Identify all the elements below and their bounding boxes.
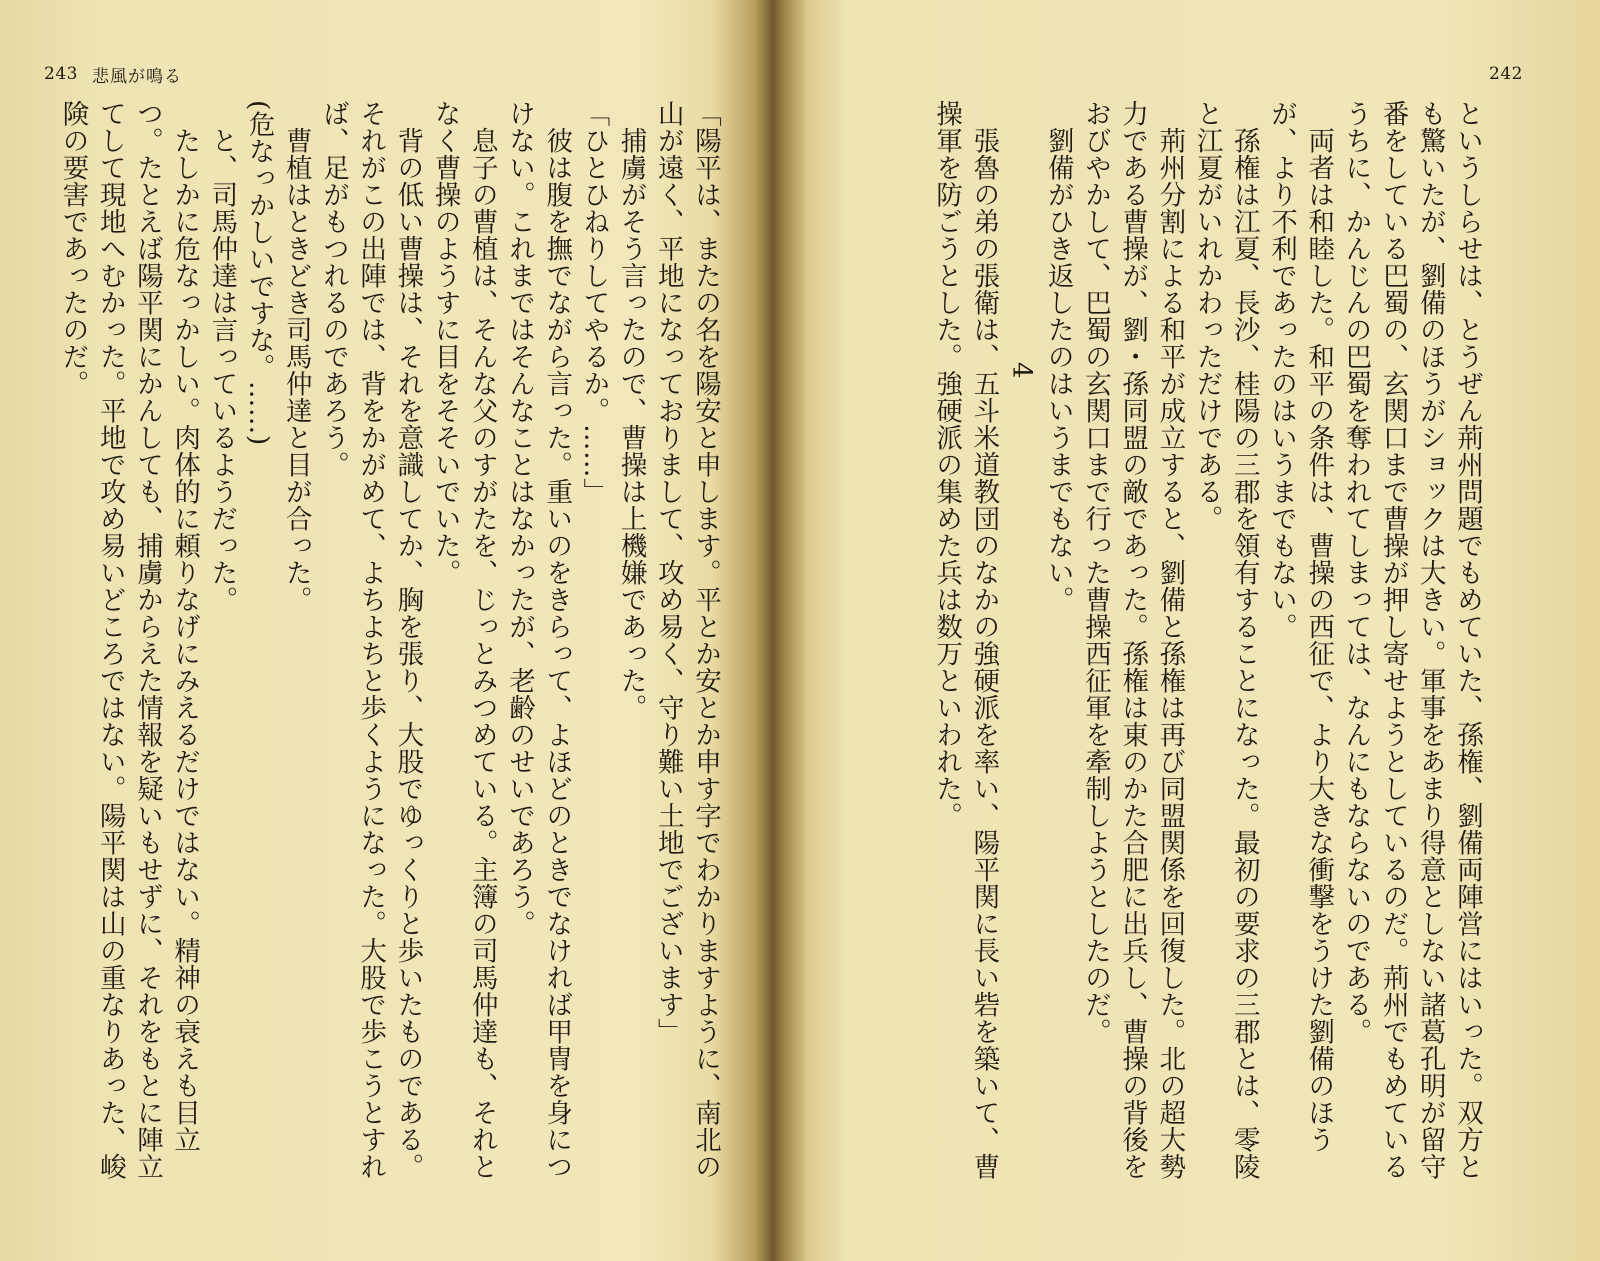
paragraph: 「ひとひねりしてやるか。……」	[578, 100, 610, 505]
right-page	[800, 0, 1600, 1261]
paragraph: 息子の曹植は、そんな父のすがたを、じっとみつめている。主簿の司馬仲達も、それとなく曹操のようすに目をそそいでいた。	[429, 100, 498, 1180]
paragraph: 捕虜がそう言ったので、曹操は上機嫌であった。	[615, 126, 647, 721]
paragraph: というしらせは、とうぜん荊州問題でもめていた、孫権、劉備両陣営にはいった。双方とも驚いたが、劉備のほうがショックは大きい。軍事をあまり得意としない諸葛孔明が留守番をしている巴蜀の、玄関口まで曹操が押し寄せようとしているのだ。荊州でもめているうちに、かんじんの巴蜀を奪われてしまっては、なんにもならないのである。	[1340, 100, 1483, 1180]
paragraph: 背の低い曹操は、それを意識してか、胸を張り、大股でゆっくりと歩いたものである。それがこの出陣では、背をかがめて、よちよちと歩くようになった。大股で歩こうとすれば、足がもつれるのであろう。	[317, 100, 424, 1180]
paragraph: 劉備がひき返したのはいうまでもない。	[1042, 126, 1074, 613]
paragraph: 張魯の弟の張衛は、五斗米道教団のなかの強硬派を率い、陽平関に長い砦を築いて、曹操軍を防ごうとした。強硬派の集めた兵は数万といわれた。	[931, 100, 1000, 1180]
right-page-body	[822, 100, 1486, 1180]
running-head: 悲風が鳴る	[92, 67, 182, 87]
paragraph: 荊州分割による和平が成立すると、劉備と孫権は再び同盟関係を回復した。北の超大勢力である曹操が、劉・孫同盟の敵であった。孫権は東のかた合肥に出兵し、曹操の背後をおびやかして、巴蜀の玄関口まで行った曹操西征軍を牽制しようとしたのだ。	[1079, 100, 1186, 1180]
paragraph: 「陽平は、またの名を陽安と申します。平とか安とか申す字でわかりますように、南北の山が遠く、平地になっておりまして、攻め易く、守り難い土地でございます」	[652, 100, 721, 1180]
paragraph: 孫権は江夏、長沙、桂陽の三郡を領有することになった。最初の要求の三郡とは、零陵と江夏がいれかわっただけである。	[1191, 100, 1260, 1180]
paragraph: 両者は和睦した。和平の条件は、曹操の西征で、より大きな衝撃をうけた劉備のほうが、より不利であったのはいうまでもない。	[1265, 100, 1335, 1153]
paragraph: 曹植はときどき司馬仲達と目が合った。	[280, 126, 312, 613]
left-page	[0, 0, 770, 1261]
paragraph: 彼は腹を撫でながら言った。重いのをきらって、よほどのときでなければ甲冑を身につけない。これまではそんなことはなかったが、老齢のせいであろう。	[503, 100, 573, 1180]
paragraph: (危なっかしいですな。……)	[243, 100, 275, 446]
paragraph: と、司馬仲達は言っているようだった。	[206, 126, 238, 613]
section-number: 4	[1006, 362, 1037, 380]
paragraph: たしかに危なっかしい。肉体的に頼りなげにみえるだけではない。精神の衰えも目立つ。たとえば陽平関にかんしても、捕虜からえた情報を疑いもせずに、それをもとに陣立てして現地へむかった。平地で攻め易いどころではない。陽平関は山の重なりあった、峻険の要害であったのだ。	[57, 100, 201, 1180]
right-page-number: 242	[1489, 64, 1523, 84]
left-page-number: 243	[44, 64, 78, 84]
left-page-body	[38, 100, 724, 1180]
